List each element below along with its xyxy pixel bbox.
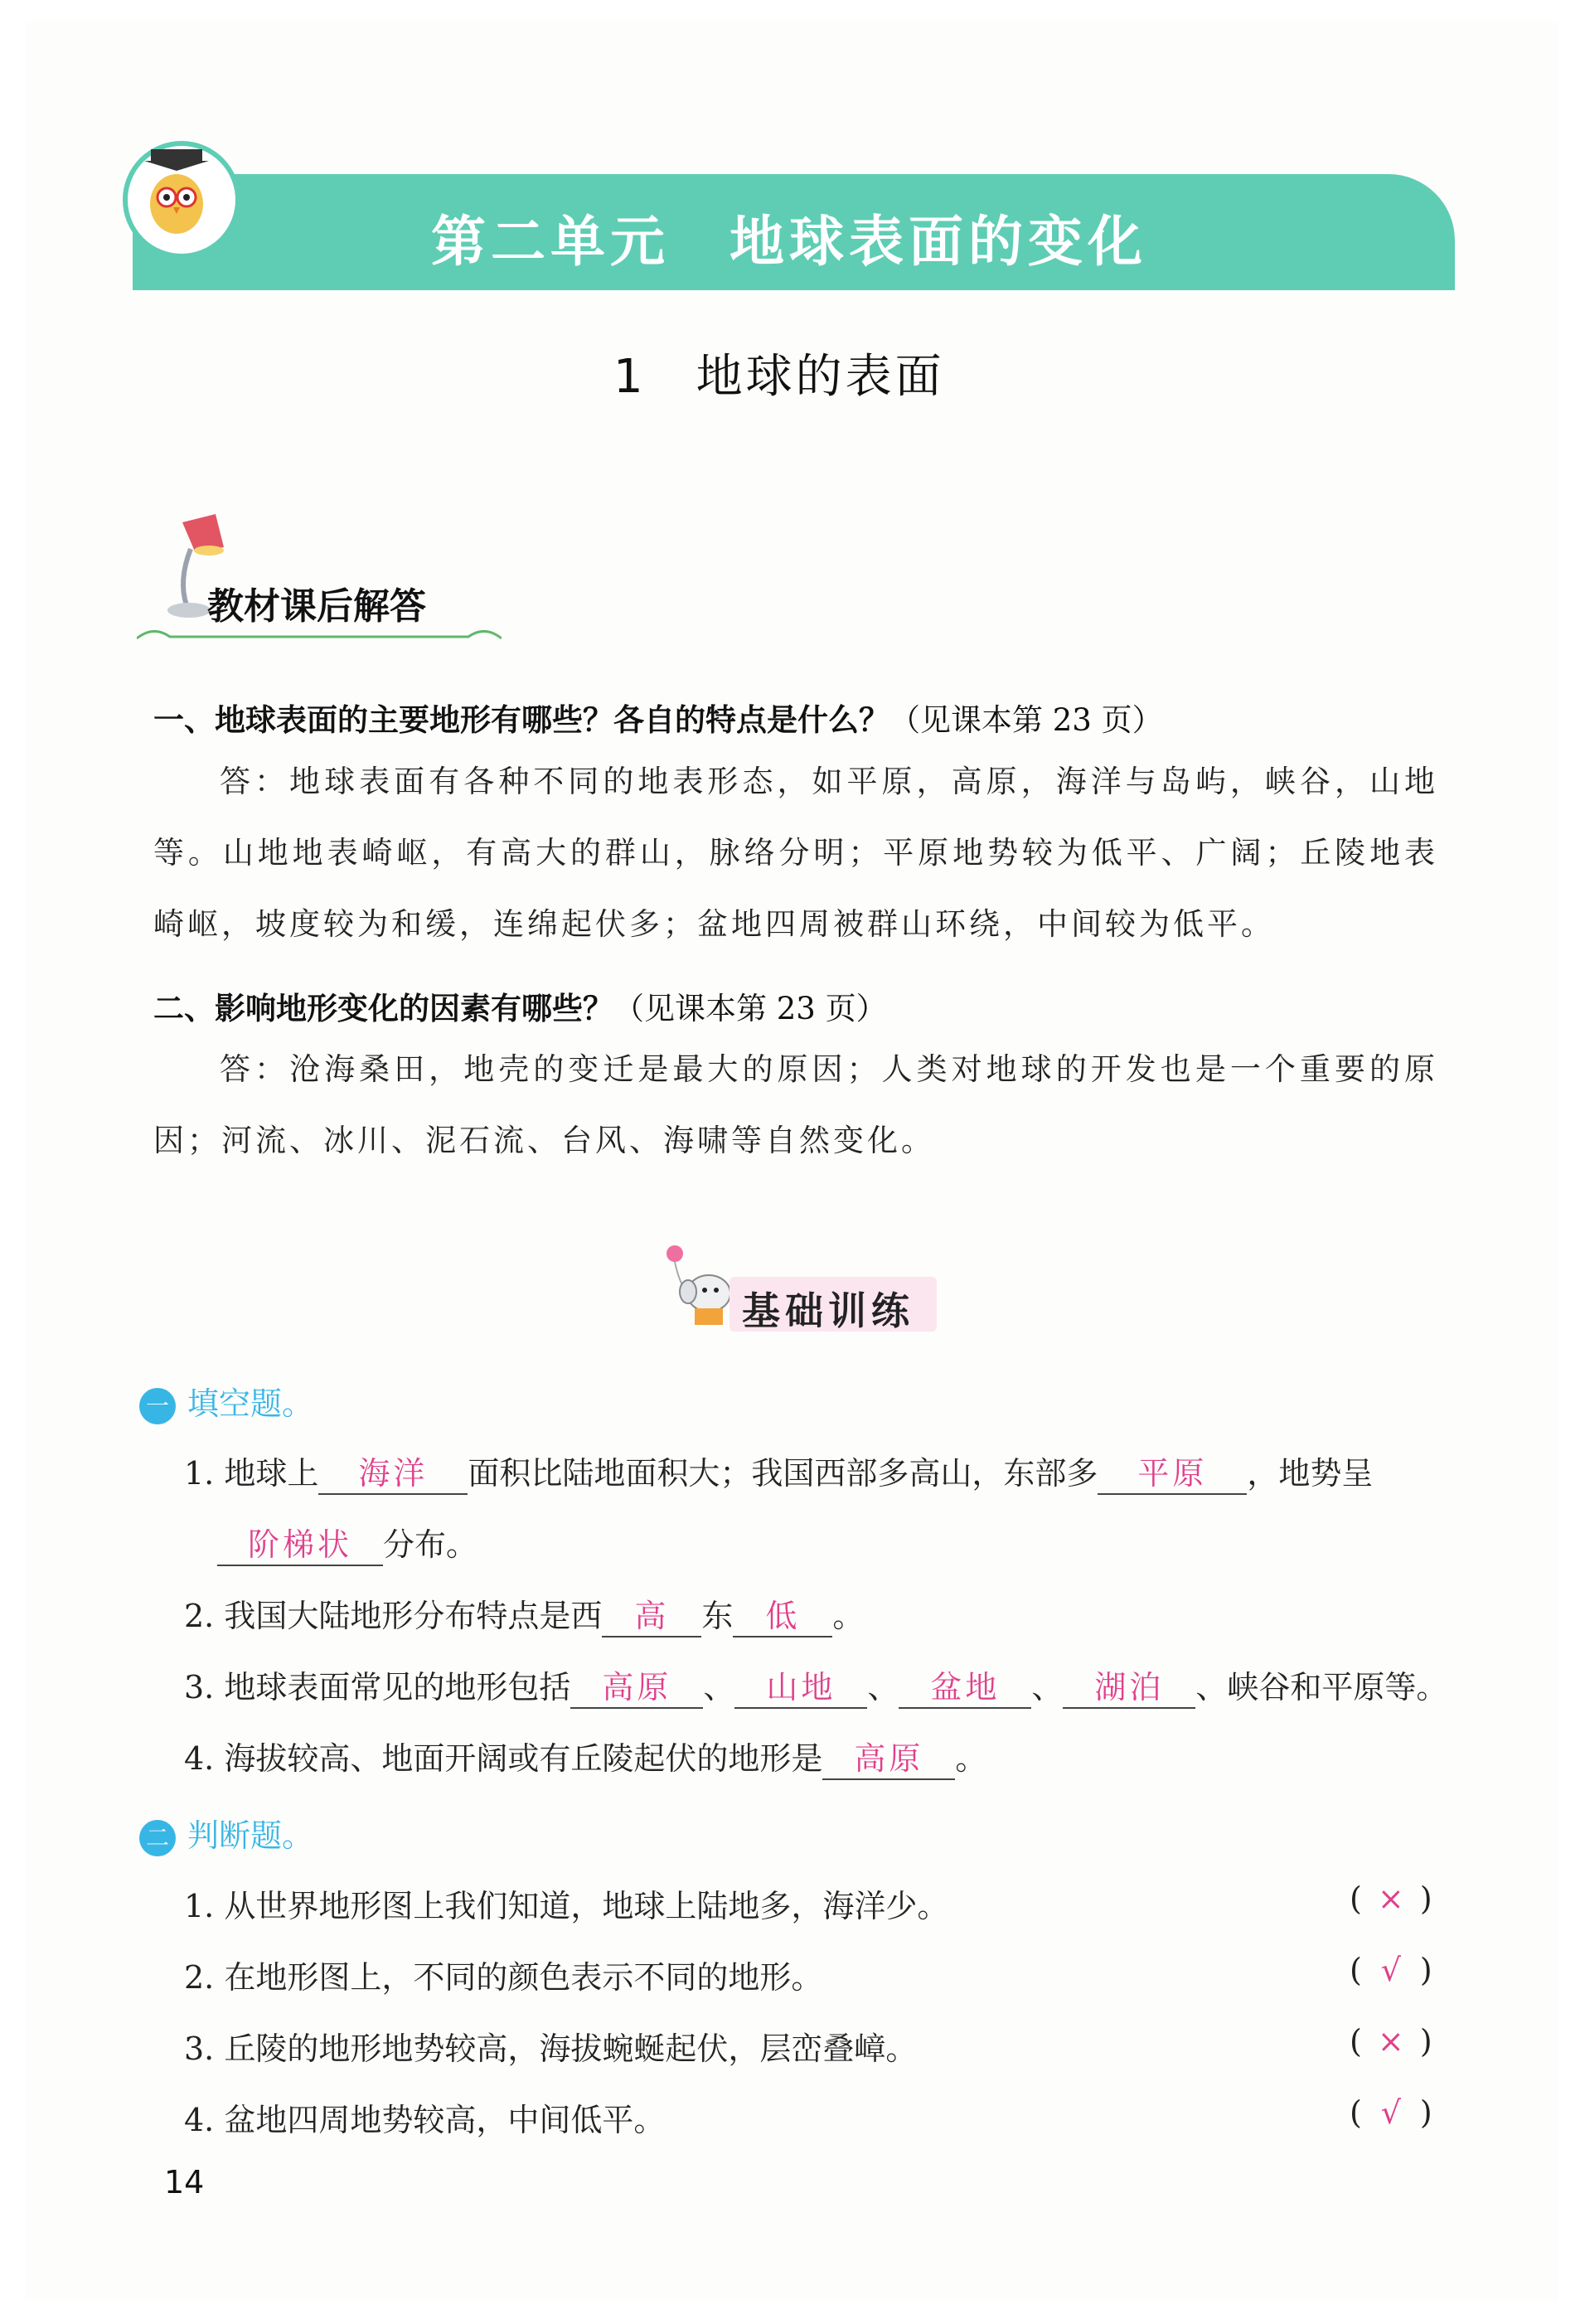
fill-blank: 盆地 xyxy=(899,1662,1031,1709)
fill-blank: 高原 xyxy=(570,1662,703,1709)
part-2-number-badge: 二 xyxy=(139,1820,176,1856)
answers-section-heading: 教材课后解答 xyxy=(207,585,426,628)
answer-2: 答：沧海桑田，地壳的变迁是最大的原因；人类对地球的开发也是一个重要的原因；河流、冰川、泥石流、台风、海啸等自然变化。 xyxy=(153,1051,1438,1158)
basic-training-heading: 基础训练 xyxy=(742,1288,914,1333)
judge-item-1: 1. 从世界地形图上我们知道，地球上陆地多，海洋少。 xyxy=(184,1888,949,1924)
elephant-balloon-icon xyxy=(663,1244,738,1335)
lesson-title: 1 地球的表面 xyxy=(613,350,945,404)
judge-item-4: 4. 盆地四周地势较高，中间低平。 xyxy=(184,2102,666,2138)
judge-answer-4: ( √ ) xyxy=(1350,2094,1432,2131)
fill-blank: 高 xyxy=(602,1590,701,1637)
judge-item-2: 2. 在地形图上，不同的颜色表示不同的地形。 xyxy=(184,1959,823,1996)
fill-blank: 海洋 xyxy=(318,1448,468,1495)
unit-title: 第二单元 地球表面的变化 xyxy=(431,209,1147,274)
fill-blank: 湖泊 xyxy=(1063,1662,1195,1709)
judge-answer-2: ( √ ) xyxy=(1350,1952,1432,1988)
part-1-heading: 一 填空题。 xyxy=(139,1378,313,1424)
fill-blank: 山地 xyxy=(734,1662,867,1709)
judge-item-3: 3. 丘陵的地形地势较高，海拔蜿蜒起伏，层峦叠嶂。 xyxy=(184,2030,918,2067)
fill-item-1-line-1: 1. 地球上 海洋 面积比陆地面积大；我国西部多高山，东部多 平原 ，地势呈 xyxy=(184,1448,1373,1495)
fill-blank: 低 xyxy=(733,1590,832,1637)
fill-item-4: 4. 海拔较高、地面开阔或有丘陵起伏的地形是 高原 。 xyxy=(184,1733,986,1780)
part-1-number-badge: 一 xyxy=(139,1388,176,1424)
judge-answer-3: ( × ) xyxy=(1350,2023,1432,2060)
question-2: 二、影响地形变化的因素有哪些？（见课本第 23 页） xyxy=(153,991,887,1026)
fill-blank: 高原 xyxy=(822,1733,955,1780)
fill-item-1-line-2: 阶梯状 分布。 xyxy=(217,1519,477,1566)
part-2-heading: 二 判断题。 xyxy=(139,1810,313,1856)
answer-1: 答：地球表面有各种不同的地表形态，如平原，高原，海洋与岛屿，峡谷，山地等。山地地表崎岖，有高大的群山，脉络分明；平原地势较为低平、广阔；丘陵地表崎岖，坡度较为和缓，连绵起伏多；盆地四周被群山环绕，中间较为低平。 xyxy=(153,764,1438,942)
question-1: 一、地球表面的主要地形有哪些？各自的特点是什么？（见课本第 23 页） xyxy=(153,702,1163,738)
section-heading-underline xyxy=(137,623,502,642)
page-number: 14 xyxy=(164,2164,205,2200)
judge-answer-1: ( × ) xyxy=(1350,1880,1432,1917)
fill-item-3: 3. 地球表面常见的地形包括 高原 、 山地 、 盆地 、 湖泊 、峡谷和平原等。 xyxy=(184,1662,1447,1709)
fill-item-2: 2. 我国大陆地形分布特点是西 高 东 低 。 xyxy=(184,1590,864,1637)
owl-mascot-icon xyxy=(123,141,240,259)
fill-blank: 平原 xyxy=(1098,1448,1247,1495)
fill-blank: 阶梯状 xyxy=(217,1519,383,1566)
